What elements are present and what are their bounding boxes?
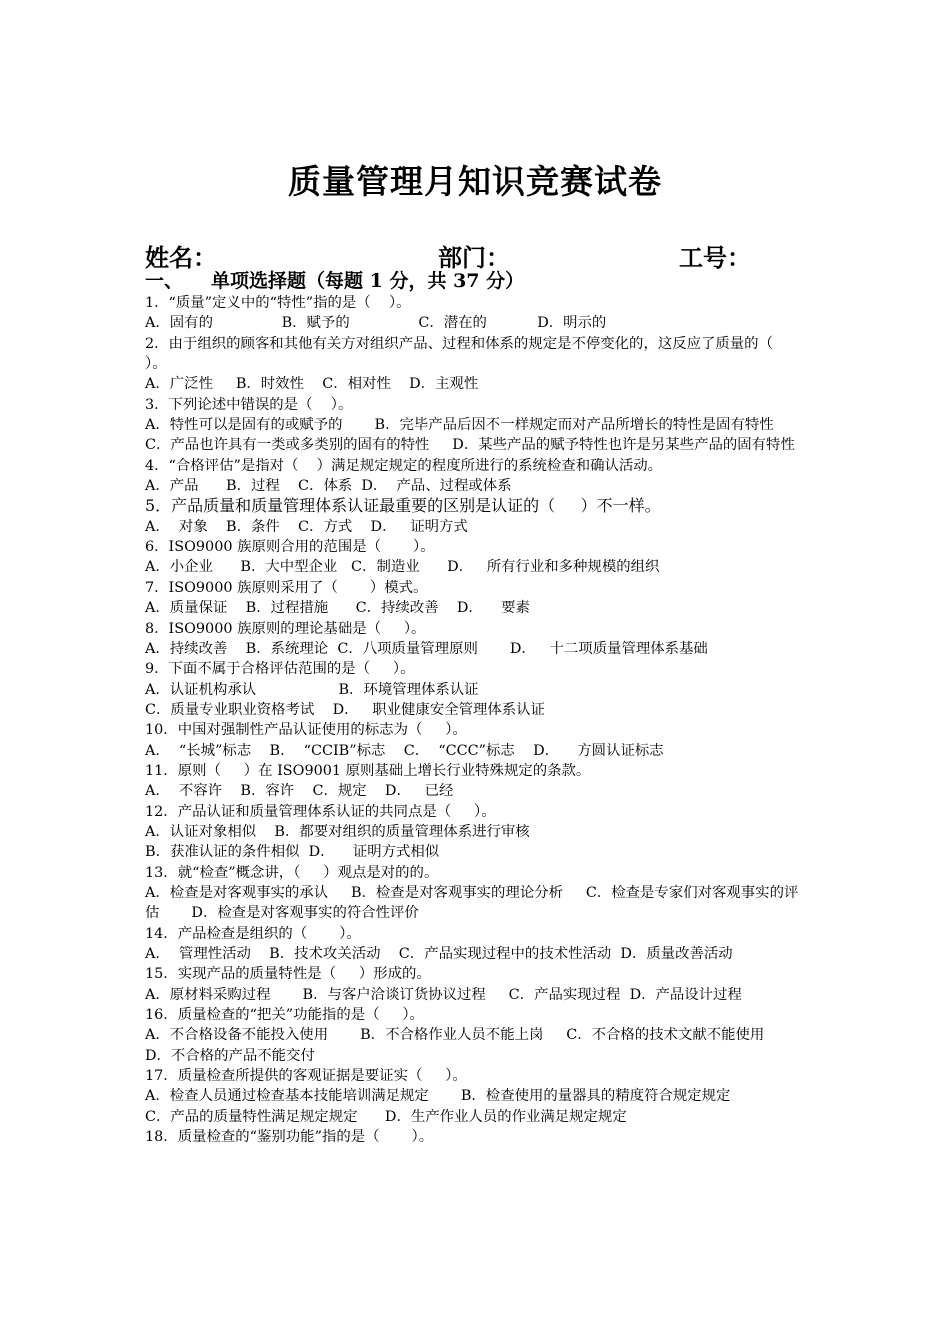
section-title: 单项选择题（每题 1 分，共 37 分）: [211, 270, 525, 292]
question-line: 18．质量检查的“鉴别功能”指的是（ ）。: [145, 1129, 434, 1146]
question-line: A． “长城”标志 B． “CCIB”标志 C． “CCC”标志 D． 方圆认证标志: [145, 742, 664, 759]
question-line: A．原材料采购过程 B．与客户洽谈订货协议过程 C．产品实现过程 D．产品设计过程: [145, 986, 742, 1003]
question-line: 11．原则（ ）在 ISO9001 原则基础上增长行业特殊规定的条款。: [145, 762, 591, 779]
question-line: 5．产品质量和质量管理体系认证最重要的区别是认证的（ ）不一样。: [145, 496, 661, 516]
question-line: 7．ISO9000 族原则采用了（ ）模式。: [145, 579, 428, 596]
question-line: A． 不容许 B．容许 C．规定 D． 已经: [145, 783, 454, 800]
question-line: A．检查是对客观事实的承认 B．检查是对客观事实的理论分析 C．检查是专家们对客观事实的评估 D．检查是对客观事实的符合性评价: [145, 884, 799, 922]
question-line: 6．ISO9000 族原则合用的范围是（ ）。: [145, 539, 435, 556]
question-line: A．产品 B．过程 C．体系 D． 产品、过程或体系: [145, 478, 512, 495]
department-label: 部门：: [438, 243, 510, 272]
question-line: A．检查人员通过检查基本技能培训满足规定 B．检查使用的量器具的精度符合规定规定: [145, 1088, 731, 1105]
question-line: 14．产品检查是组织的（ ）。: [145, 925, 361, 942]
question-line: A．质量保证 B．过程措施 C．持续改善 D． 要素: [145, 600, 530, 617]
employee-id-label: 工号：: [679, 243, 751, 272]
question-line: A．认证对象相似 B．都要对组织的质量管理体系进行审核: [145, 823, 530, 840]
question-line: A．认证机构承认 B．环境管理体系认证: [145, 681, 479, 698]
question-line: 1．“质量”定义中的“特性”指的是（ ）。: [145, 295, 411, 311]
question-line: A．小企业 B．大中型企业 C．制造业 D． 所有行业和多种规模的组织: [145, 559, 660, 576]
name-label: 姓名：: [145, 243, 217, 272]
question-line: A．特性可以是固有的或赋予的 B．完毕产品后因不一样规定而对产品所增长的特性是固有特性 C．产品也许具有一类或多类别的固有的特性 D．某些产品的赋予特性也许是另某些产品的固有特性: [145, 417, 795, 454]
question-line: 17．质量检查所提供的客观证据是要证实（ ）。: [145, 1068, 467, 1085]
question-line: A．广泛性 B．时效性 C．相对性 D．主观性: [145, 376, 479, 393]
question-line: A．持续改善 B．系统理论 C．八项质量管理原则 D． 十二项质量管理体系基础: [145, 640, 708, 657]
question-line: C．产品的质量特性满足规定规定 D．生产作业人员的作业满足规定规定: [145, 1108, 627, 1125]
question-line: B．获准认证的条件相似 D． 证明方式相似: [145, 844, 440, 861]
question-line: A． 管理性活动 B．技术攻关活动 C．产品实现过程中的技术性活动 D．质量改善活动: [145, 946, 733, 962]
question-line: 9．下面不属于合格评估范围的是（ ）。: [145, 661, 415, 678]
question-line: 15．实现产品的质量特性是（ ）形成的。: [145, 966, 431, 983]
question-line: 13．就“检查”概念讲，（ ）观点是对的的。: [145, 864, 439, 881]
question-line: A．固有的 B．赋予的 C．潜在的 D．明示的: [145, 315, 607, 332]
question-line: 2．由于组织的顾客和其他有关方对组织产品、过程和体系的规定是不停变化的，这反应了质量的（ ）。: [145, 335, 792, 373]
question-line: 10．中国对强制性产品认证使用的标志为（ ）。: [145, 722, 467, 739]
page-title: 质量管理月知识竞赛试卷: [288, 162, 662, 201]
question-list: [145, 293, 810, 1147]
question-line: A．不合格设备不能投入使用 B．不合格作业人员不能上岗 C．不合格的技术文献不能使用 D．不合格的产品不能交付: [145, 1027, 797, 1064]
question-line: 3．下列论述中错误的是（ ）。: [145, 396, 353, 413]
question-line: 12．产品认证和质量管理体系认证的共同点是（ ）。: [145, 803, 496, 820]
section-heading: [145, 266, 524, 293]
question-line: 4．“合格评估”是指对（ ）满足规定规定的程度所进行的系统检查和确认活动。: [145, 457, 663, 474]
question-line: C．质量专业职业资格考试 D． 职业健康安全管理体系认证: [145, 701, 545, 718]
question-line: A． 对象 B．条件 C．方式 D． 证明方式: [145, 518, 468, 535]
question-line: 8．ISO9000 族原则的理论基础是（ ）。: [145, 620, 426, 637]
section-number: 一、: [145, 270, 184, 292]
question-line: 16．质量检查的“把关”功能指的是（ ）。: [145, 1007, 424, 1024]
